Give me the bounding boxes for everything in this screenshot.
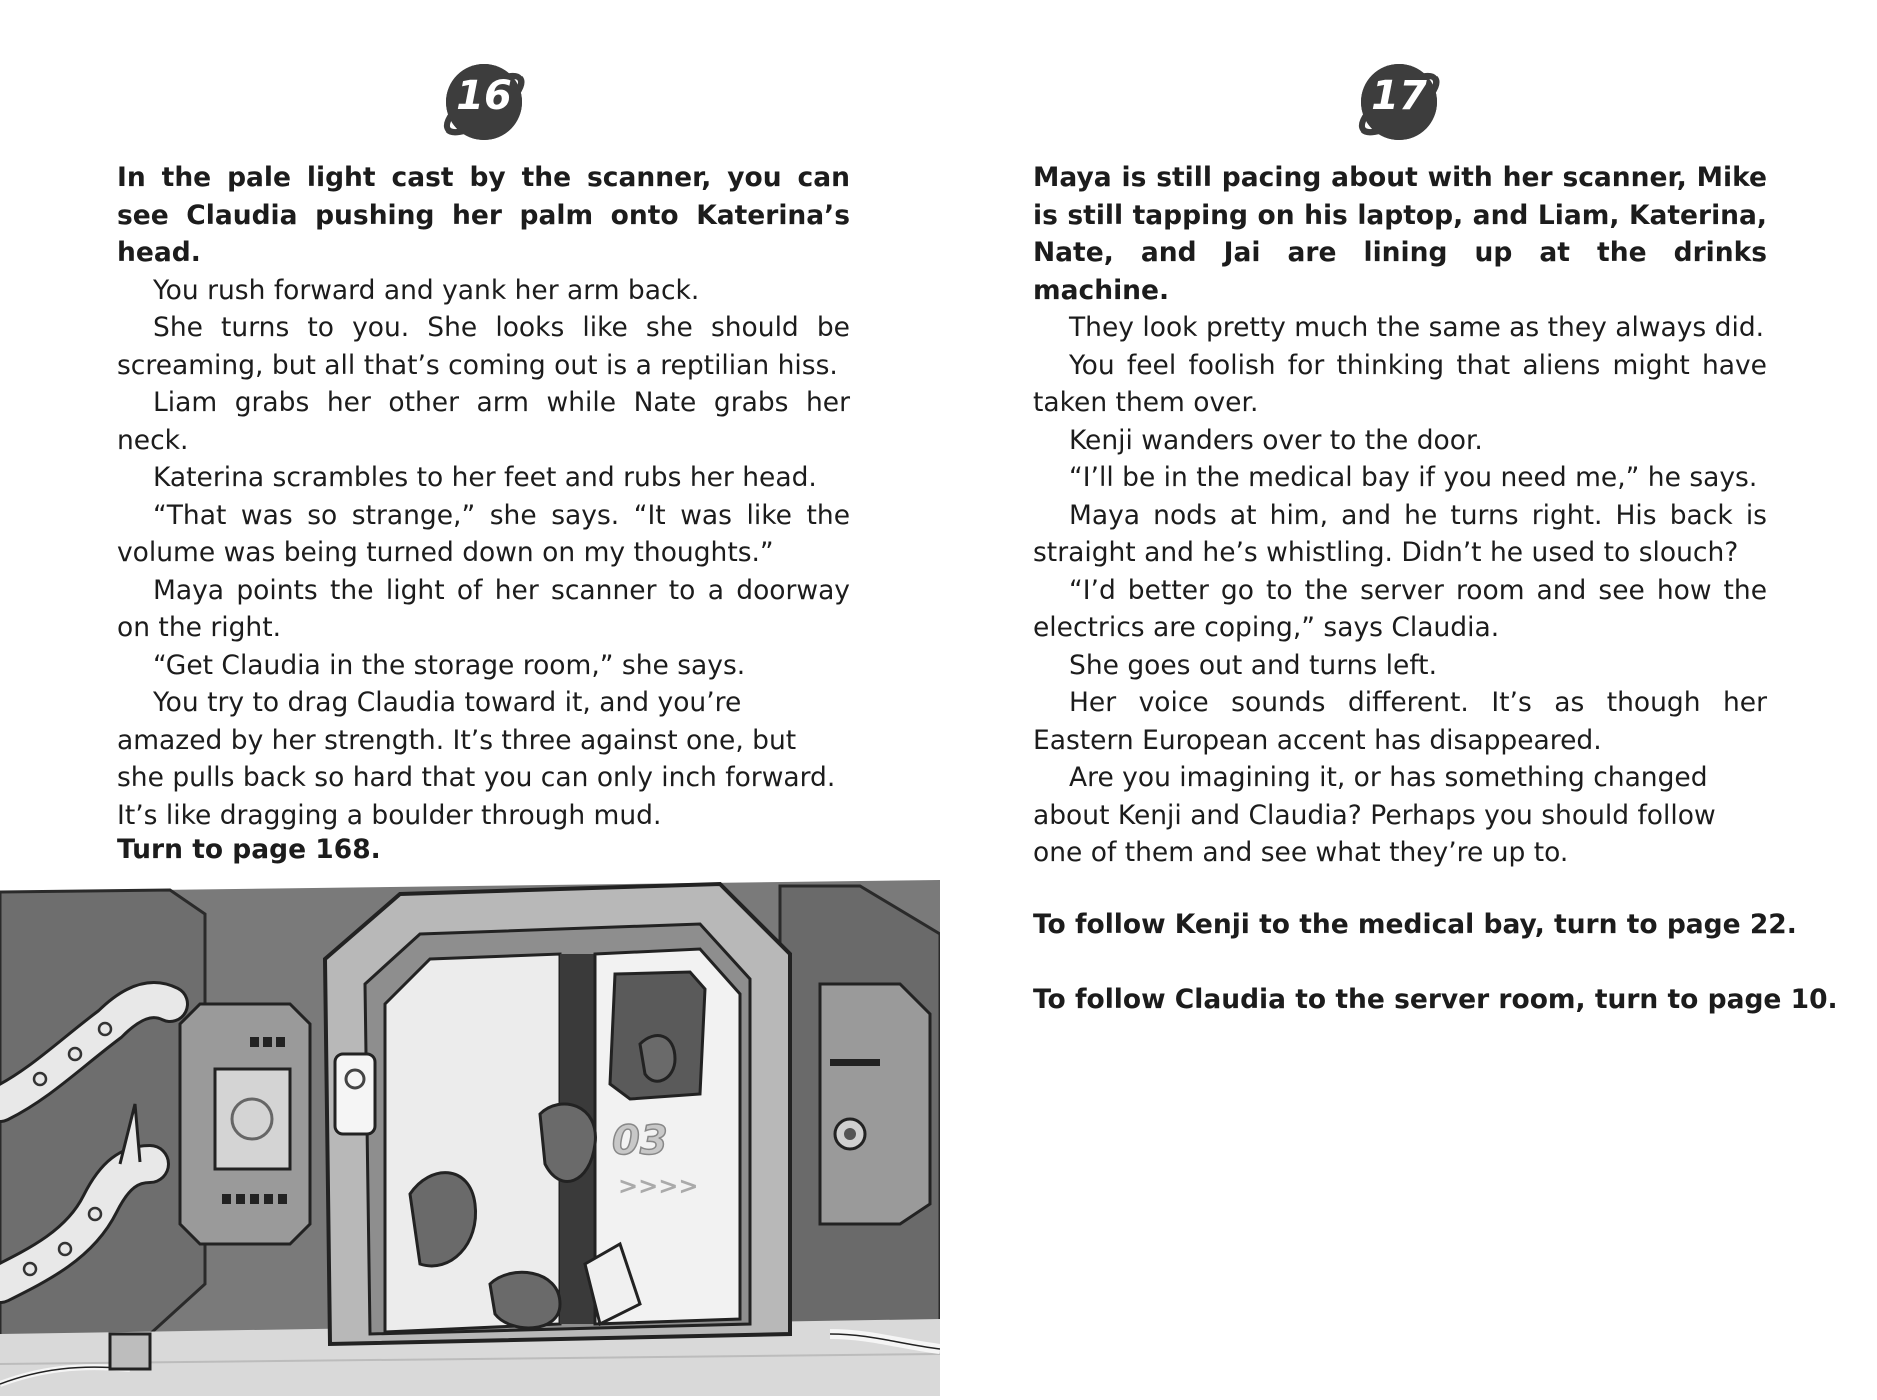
paragraph: She goes out and turns left. <box>1069 649 1437 681</box>
right-body-text <box>1033 159 1767 872</box>
lead-paragraph: In the pale light cast by the scanner, you can see Claudia pushing her palm onto Katerina’s head. <box>117 162 850 268</box>
illustration-art <box>0 864 940 1396</box>
choice-turn-to-168: Turn to page 168. <box>117 834 381 865</box>
paragraph: You try to drag Claudia toward it, and you’re amazed by her strength. It’s three against one, but she pulls back so hard that you can only inch forward. It’s like dragging a boulder through mud. <box>117 687 836 831</box>
paragraph: They look pretty much the same as they always did. <box>1069 312 1765 343</box>
paragraph: “I’d better go to the server room and see how the electrics are coping,” says Claudia. <box>1033 574 1767 643</box>
door-number-label: 03 <box>612 1118 668 1164</box>
svg-text:>>>>: >>>> <box>618 1172 699 1200</box>
left-page <box>0 0 938 1396</box>
page-number-badge <box>1355 58 1443 148</box>
lead-paragraph: Maya is still pacing about with her scanner, Mike is still tapping on his laptop, and Liam, Katerina, Nate, and Jai are lining up at the drinks machine. <box>1033 162 1767 306</box>
paragraph: Kenji wanders over to the door. <box>1069 424 1483 456</box>
paragraph: You rush forward and yank her arm back. <box>153 274 700 306</box>
paragraph: Are you imagining it, or has something changed about Kenji and Claudia? Perhaps you should follow one of them and see what they’re up to. <box>1033 762 1716 868</box>
page-number-badge <box>440 58 528 148</box>
paragraph: “Get Claudia in the storage room,” she says. <box>153 649 746 681</box>
left-body-text <box>117 159 850 834</box>
paragraph: “That was so strange,” she says. “It was like the volume was being turned down on my thoughts.” <box>117 499 850 568</box>
paragraph: “I’ll be in the medical bay if you need me,” he says. <box>1069 462 1758 493</box>
paragraph: She turns to you. She looks like she should be screaming, but all that’s coming out is a reptilian hiss. <box>117 312 850 381</box>
paragraph: Maya nods at him, and he turns right. His back is straight and he’s whistling. Didn’t he used to slouch? <box>1033 499 1767 568</box>
paragraph: Katerina scrambles to her feet and rubs her head. <box>153 462 817 493</box>
paragraph: Maya points the light of her scanner to a doorway on the right. <box>117 574 850 643</box>
paragraph: Her voice sounds different. It’s as though her Eastern European accent has disappeared. <box>1033 687 1767 756</box>
right-page <box>938 0 1877 1396</box>
paragraph: You feel foolish for thinking that aliens might have taken them over. <box>1033 349 1767 418</box>
page-number: 17 <box>1371 73 1427 119</box>
paragraph: Liam grabs her other arm while Nate grabs her neck. <box>117 387 850 456</box>
choice-follow-claudia: To follow Claudia to the server room, turn to page 10. <box>1033 984 1838 1015</box>
page-number: 16 <box>456 73 512 119</box>
choice-follow-kenji: To follow Kenji to the medical bay, turn to page 22. <box>1033 909 1797 940</box>
spaceship-door-illustration <box>0 864 940 1396</box>
